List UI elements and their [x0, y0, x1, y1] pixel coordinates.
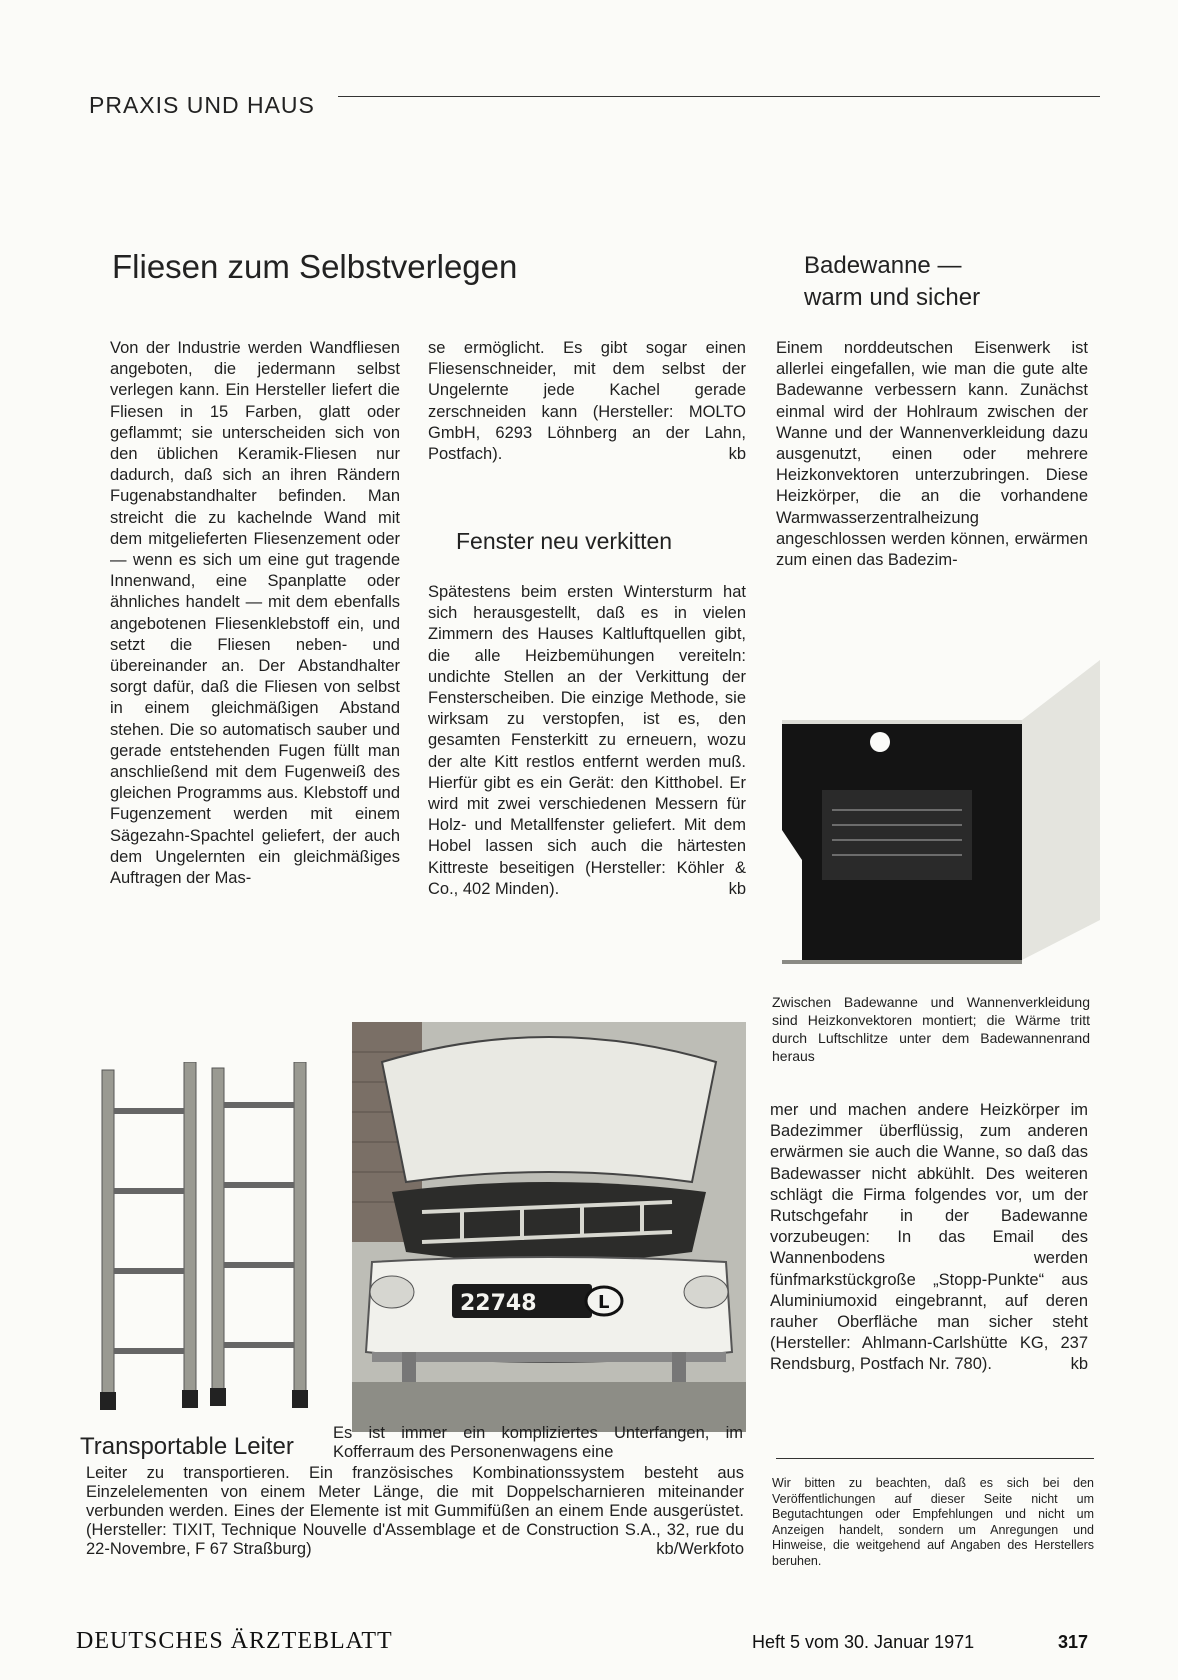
- car-trunk-photo: [352, 1022, 746, 1432]
- article-leiter-signoff: kb/Werkfoto: [656, 1540, 744, 1558]
- article-leiter-lead: Es ist immer ein kompliziertes Unterfangen, im Kofferraum des Personenwagens eine: [333, 1424, 743, 1461]
- article-title-fliesen: Fliesen zum Selbstverlegen: [112, 248, 518, 285]
- article-fliesen-signoff: kb: [728, 445, 746, 464]
- editorial-notice: Wir bitten zu beachten, daß es sich bei den Veröffentlichungen auf dieser Seite nicht um Begutachtungen oder Empfehlungen und nicht um Anzeigen handelt, sondern um Anregungen und Hinweise, die weitgehend auf Angaben des Herstellers beruhen.: [772, 1476, 1094, 1568]
- article-fliesen-text-cont: [428, 338, 746, 465]
- license-plate-number: 22748: [460, 1291, 537, 1316]
- article-title-leiter: Transportable Leiter: [80, 1433, 294, 1460]
- article-fliesen-text-cont-body: se ermöglicht. Es gibt sogar einen Fliesenschneider, mit dem selbst der Ungelernte jede Kachel gerade zerschneiden kann (Hersteller: MOLTO GmbH, 6293 Löhnberg an der Lahn, Postfach).: [428, 339, 746, 464]
- license-plate-country: L: [598, 1292, 610, 1313]
- footer-issue: Heft 5 vom 30. Januar 1971: [752, 1632, 975, 1652]
- article-badewanne-text-top: Einem norddeutschen Eisenwerk ist allerlei eingefallen, wie man die gute alte Badewanne verbessern kann. Zunächst einmal wird der Hohlraum zwischen der Wanne und der Wannenverkleidung dazu ausgenutzt, einen oder mehrere Heizkonvektoren unterzubringen. Diese Heizkörper, die an die vorhandene Warmwasserzentralheizung angeschlossen werden können, erwärmen zum einen das Badezim-: [776, 339, 1088, 570]
- section-label: PRAXIS UND HAUS: [89, 92, 315, 118]
- article-fenster-text-body: Spätestens beim ersten Wintersturm hat sich herausgestellt, daß es in vielen Zimmern des Hauses Kaltluftquellen gibt, die alle Heizbemühungen vereiteln: undichte Stellen an der Verkittung der Fensterscheiben. Die einzige Methode, sie wirksam zu verstopfen, ist es, den gesamten Fensterkitt zu erneuern, wozu der alte Kitt restlos entfernt werden muß. Hierfür gibt es ein Gerät: den Kitthobel. Er wird mit zwei verschiedenen Messern für Holz- und Metallfenster geliefert. Mit dem Hobel lassen sich auch die härtesten Kittreste beseitigen (Hersteller: Köhler & Co., 402 Minden).: [428, 583, 746, 898]
- article-badewanne-text-bottom: [770, 1100, 1088, 1376]
- article-badewanne-body-top: [776, 338, 1088, 571]
- article-fenster-body: [428, 582, 746, 900]
- article-fenster-signoff: kb: [728, 879, 746, 898]
- footer-journal-name: DEUTSCHES ÄRZTEBLATT: [76, 1628, 393, 1654]
- article-fliesen-text: Von der Industrie werden Wandfliesen angeboten, die jedermann selbst verlegen kann. Ein Hersteller liefert die Fliesen in 15 Farben, glatt oder geflammt; sie unterscheiden sich von den üblichen Keramik-Fliesen nur dadurch, daß sich an ihren Rändern Fugenabstandhalter befinden. Man streicht die zu kachelnde Wand mit dem mitgelieferten Fliesenzement oder — wenn es sich um eine gut tragende Innenwand, eine Spanplatte oder ähnliches handelt — mit dem ebenfalls angebotenen Fliesenklebstoff ein, und setzt die Fliesen neben- und übereinander an. Der Abstandhalter sorgt dafür, daß die Fliesen von selbst in einem gleichmäßigen Abstand stehen. Die so automatisch sauber und gerade entstehenden Fugen füllt man anschließend mit dem Fugenweiß des gleichen Programms aus. Klebstoff und Fugenzement werden mit einem Sägezahn-Spachtel geliefert, der auch dem Ungelernten ein gleichmäßiges Auftragen der Mas-: [110, 339, 400, 888]
- article-fliesen-col2: [428, 338, 746, 465]
- article-badewanne-body-bottom: [770, 1100, 1088, 1376]
- article-badewanne-text-bottom-body: mer und machen andere Heizkörper im Badezimmer überflüssig, zum anderen erwärmen sie auch die Wanne, so daß das Badewasser nicht abkühlt. Des weiteren schlägt die Firma folgendes vor, um der Rutschgefahr in der Badewanne vorzubeugen: In das Email des Wannenbodens werden fünfmarkstückgroße „Stopp-Punkte“ aus Aluminiumoxid eingebrannt, auf deren rauher Oberfläche man sicher steht (Hersteller: Ahlmann-Carlshütte KG, 237 Rendsburg, Postfach Nr. 780).: [770, 1101, 1088, 1374]
- notice-rule: [776, 1458, 1094, 1459]
- article-badewanne-signoff: kb: [1070, 1355, 1088, 1374]
- article-fenster-text: [428, 582, 746, 900]
- bathtub-caption: Zwischen Badewanne und Wannenverkleidung sind Heizkonvektoren montiert; die Wärme tritt durch Luftschlitze unter dem Badewannenrand heraus: [772, 994, 1090, 1064]
- article-leiter-text: Leiter zu transportieren. Ein französisches Kombinationssystem besteht aus Einzelelementen von einem Meter Länge, die mit Doppelscharnieren miteinander verbunden werden. Eines der Elemente ist mit Gummifüßen an einem Ende ausgerüstet. (Hersteller: TIXIT, Technique Nouvelle d'Assemblage et de Construction S.A., 32, rue du 22-Novembre, F 67 Straßburg): [86, 1464, 744, 1558]
- article-title-fenster: Fenster neu verkitten: [456, 528, 673, 554]
- bathtub-photo: [782, 660, 1100, 978]
- footer-page-number: 317: [1058, 1632, 1089, 1652]
- article-title-badewanne-line2: warm und sicher: [804, 284, 981, 311]
- header-rule: [338, 96, 1100, 97]
- article-title-badewanne: [804, 250, 980, 314]
- article-title-badewanne-line1: Badewanne —: [804, 252, 962, 279]
- article-fliesen-col1: [110, 338, 400, 889]
- ladder-photo: [98, 1062, 318, 1422]
- article-leiter-body: [86, 1464, 744, 1559]
